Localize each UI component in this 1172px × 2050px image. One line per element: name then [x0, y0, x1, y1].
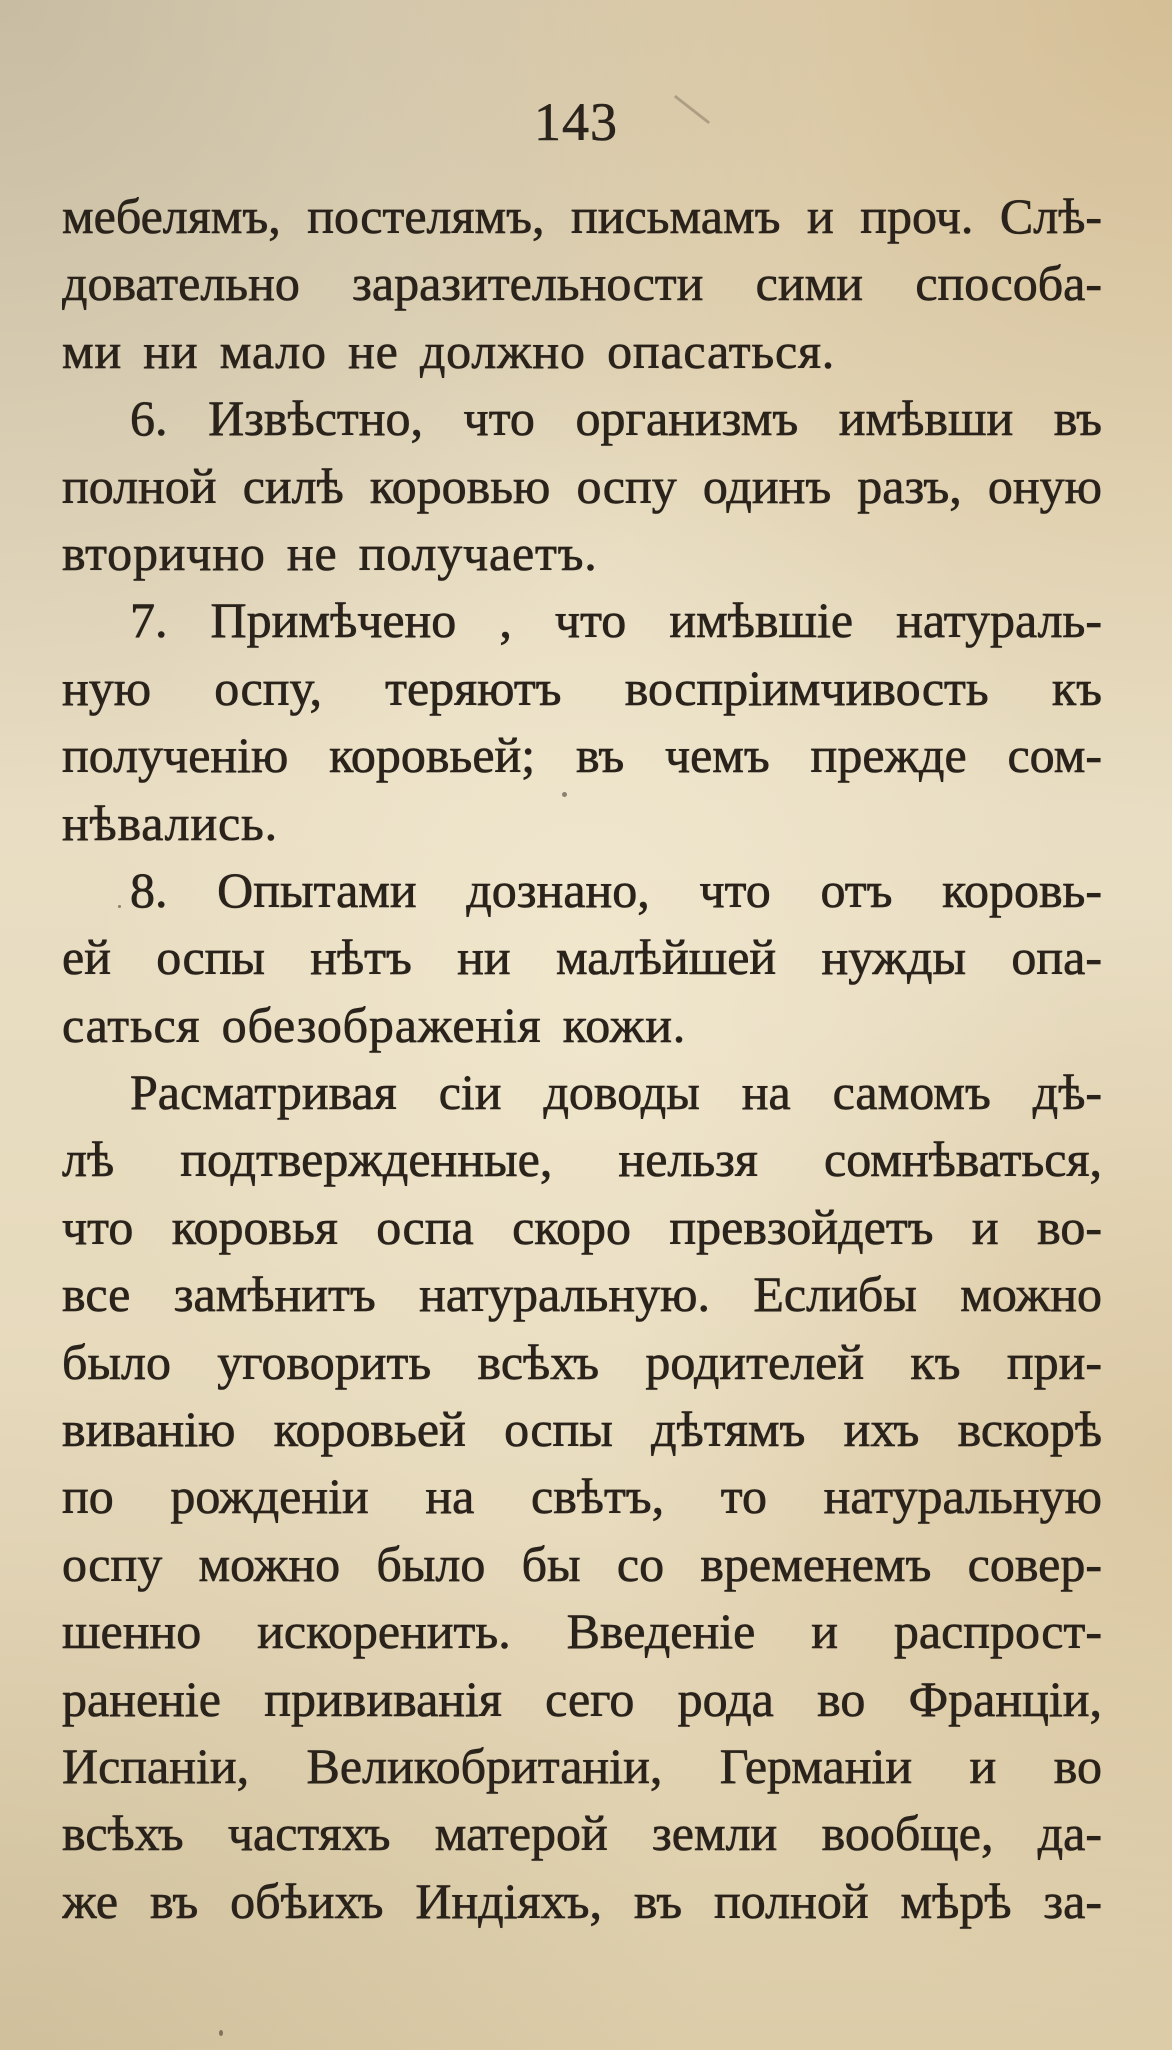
- text-line: 7. Примѣчено , что имѣвшіе натураль-: [130, 592, 1102, 649]
- text-line: ную оспу, теряютъ воспріимчивость къ: [62, 659, 1102, 716]
- text-line: раненіе прививанія сего рода во Франціи,: [62, 1670, 1102, 1727]
- numbered-item-7: [62, 587, 1102, 857]
- text-line: ей оспы нѣтъ ни малѣйшей нужды опа-: [62, 929, 1102, 986]
- page-number: 143: [534, 92, 618, 152]
- paper-smudge: [674, 95, 711, 124]
- text-line: лѣ подтвержденные, нельзя сомнѣваться,: [62, 1131, 1102, 1188]
- text-line: всѣхъ частяхъ матерой земли вообще, да-: [62, 1805, 1102, 1862]
- text-line: шенно искоренить. Введеніе и распрост-: [62, 1603, 1102, 1660]
- text-line: же въ обѣихъ Индіяхъ, въ полной мѣрѣ за-: [62, 1872, 1102, 1929]
- text-line: саться обезображенія кожи.: [62, 996, 687, 1053]
- numbered-item-8: [62, 857, 1102, 1059]
- text-line: виванію коровьей оспы дѣтямъ ихъ вскорѣ: [62, 1401, 1102, 1458]
- paragraph-main: [62, 1059, 1102, 1935]
- text-line: оспу можно было бы со временемъ совер-: [62, 1535, 1102, 1592]
- text-line: что коровья оспа скоро превзойдетъ и во-: [62, 1198, 1102, 1255]
- text-line: было уговорить всѣхъ родителей къ при-: [62, 1333, 1102, 1390]
- text-line: 6. Извѣстно, что организмъ имѣвши въ: [130, 390, 1102, 447]
- text-line: мебелямъ, постелямъ, письмамъ и проч. Слѣ-: [62, 188, 1102, 244]
- text-line: Испаніи, Великобританіи, Германіи и во: [62, 1737, 1102, 1794]
- paper-speck: [219, 2030, 223, 2036]
- text-line: по рожденіи на свѣтъ, то натуральную: [62, 1468, 1102, 1525]
- text-line: ми ни мало не должно опасаться.: [62, 322, 836, 379]
- text-line: все замѣнитъ натуральную. Еслибы можно: [62, 1266, 1102, 1323]
- text-line: полной силѣ коровью оспу одинъ разъ, оную: [62, 457, 1102, 514]
- text-line: 8. Опытами дознано, что отъ коровь-: [130, 861, 1102, 918]
- text-line: нѣвались.: [62, 794, 278, 851]
- body-text: [62, 183, 1102, 1935]
- text-line: полученію коровьей; въ чемъ прежде сом-: [62, 727, 1102, 784]
- text-line: Расматривая сіи доводы на самомъ дѣ-: [130, 1064, 1102, 1121]
- text-line: вторично не получаетъ.: [62, 524, 598, 581]
- text-line: довательно заразительности сими способа-: [62, 255, 1102, 312]
- numbered-item-6: [62, 385, 1102, 587]
- paragraph-continuation: [62, 183, 1102, 385]
